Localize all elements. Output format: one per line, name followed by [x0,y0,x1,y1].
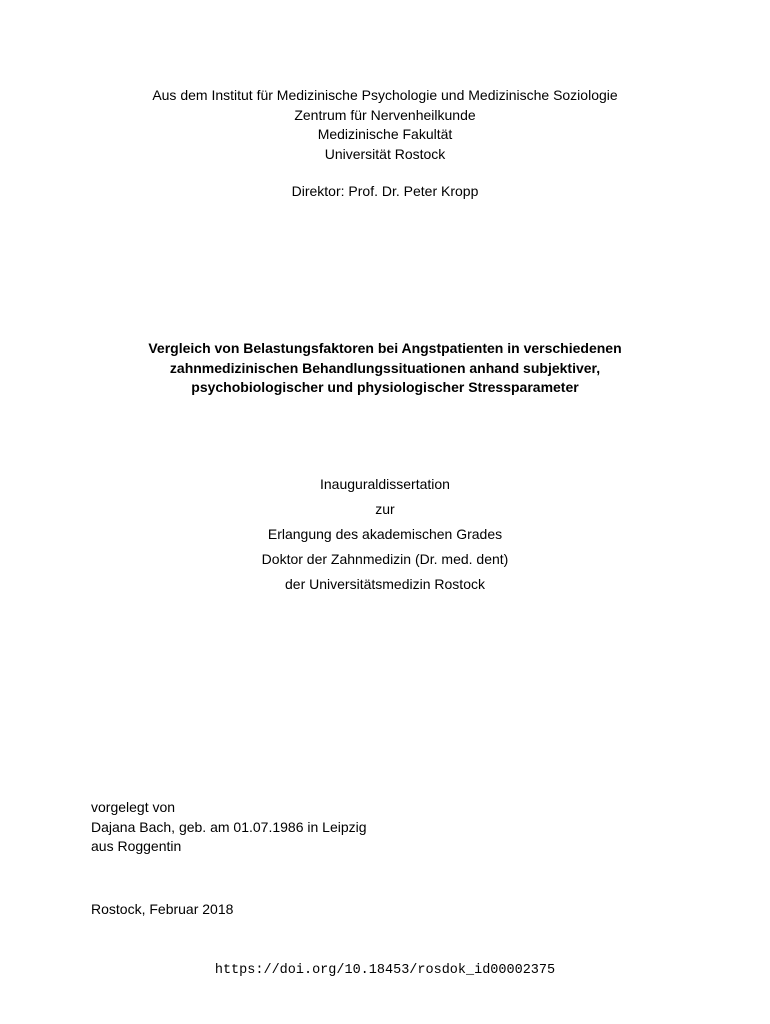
dissertation-purpose: Erlangung des akademischen Grades [267,526,503,542]
author-name-line: Dajana Bach, geb. am 01.07.1986 in Leipzig [91,818,367,835]
presented-by-line: vorgelegt von [91,799,176,815]
title-line-2: zahnmedizinischen Behandlungssituationen anhand subjektiver, [169,359,601,376]
title-line-3: psychobiologischer und physiologischer Stressparameter [191,379,579,395]
faculty-line: Medizinische Fakultät [317,126,453,142]
dissertation-title [0,339,770,398]
author-block [91,798,367,857]
dissertation-zur: zur [375,501,395,517]
dissertation-institution: der Universitätsmedizin Rostock [285,576,485,592]
place-date-line: Rostock, Februar 2018 [91,901,234,917]
doi-link[interactable]: https://doi.org/10.18453/rosdok_id00002375 [214,963,556,978]
dissertation-type: Inauguraldissertation [320,476,450,492]
director-line: Direktor: Prof. Dr. Peter Kropp [291,183,479,199]
institution-header [0,86,770,164]
director-block [0,182,770,202]
dissertation-info [0,472,770,597]
center-line: Zentrum für Nervenheilkunde [294,106,476,123]
author-origin-line: aus Roggentin [91,838,182,854]
title-line-1: Vergleich von Belastungsfaktoren bei Angstpatienten in verschiedenen [148,340,622,356]
university-line: Universität Rostock [324,145,446,162]
place-date-block [91,900,233,920]
institute-line: Aus dem Institut für Medizinische Psychologie und Medizinische Soziologie [152,87,618,103]
dissertation-degree: Doktor der Zahnmedizin (Dr. med. dent) [261,551,509,567]
